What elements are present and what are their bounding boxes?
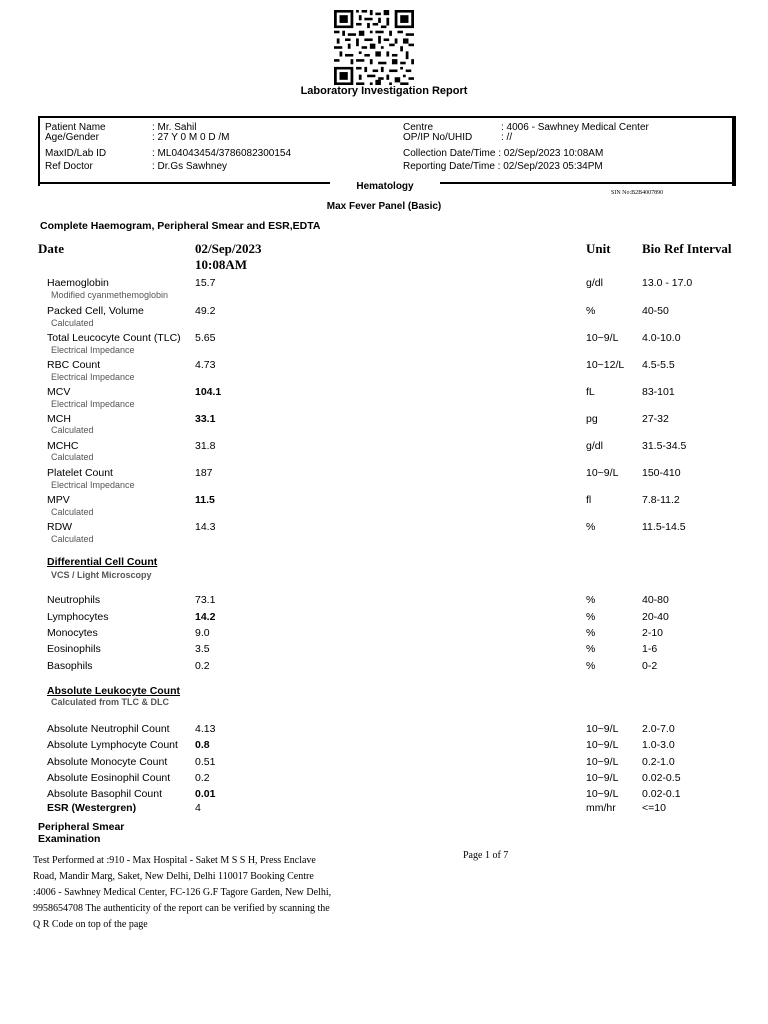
test-method: Calculated: [51, 452, 94, 462]
test-ref: 83-101: [642, 386, 675, 398]
opip-label: OP/IP No/UHID: [403, 132, 473, 143]
test-value: 31.8: [195, 440, 216, 452]
test-name: ESR (Westergren): [47, 802, 137, 814]
test-value: 4.73: [195, 359, 216, 371]
test-unit: 10~9/L: [586, 756, 619, 768]
test-name: Lymphocytes: [47, 611, 109, 623]
unit-column-header: Unit: [586, 241, 611, 256]
test-unit: fL: [586, 386, 595, 398]
test-ref: 20-40: [642, 611, 669, 623]
test-name: Absolute Eosinophil Count: [47, 772, 171, 784]
test-unit: 10~9/L: [586, 739, 619, 751]
test-method: Modified cyanmethemoglobin: [51, 290, 169, 300]
test-name: Platelet Count: [47, 467, 113, 479]
test-ref: 150-410: [642, 467, 681, 479]
ref-doctor-label: Ref Doctor: [45, 161, 93, 172]
age-gender-value: : 27 Y 0 M 0 D /M: [152, 132, 230, 143]
centre-value: : 4006 - Sawhney Medical Center: [501, 122, 649, 133]
test-unit: fl: [586, 494, 592, 506]
test-value: 33.1: [195, 413, 216, 425]
test-method: Calculated: [51, 318, 94, 328]
test-unit: %: [586, 660, 596, 672]
test-unit: 10~9/L: [586, 332, 619, 344]
test-name: Haemoglobin: [47, 277, 109, 289]
test-unit: %: [586, 627, 596, 639]
test-value: 49.2: [195, 305, 216, 317]
test-name: Absolute Monocyte Count: [47, 756, 168, 768]
test-group-title: Complete Haemogram, Peripheral Smear and ESR,EDTA: [40, 220, 321, 232]
test-value: 14.2: [195, 611, 216, 623]
collection-datetime: Collection Date/Time : 02/Sep/2023 10:08AM: [403, 148, 604, 159]
test-ref: 1-6: [642, 643, 658, 655]
test-ref: 1.0-3.0: [642, 739, 675, 751]
date-value-line1: 02/Sep/2023: [195, 241, 262, 256]
test-ref: <=10: [642, 802, 666, 814]
test-value: 9.0: [195, 627, 210, 639]
test-ref: 40-50: [642, 305, 669, 317]
test-unit: %: [586, 643, 596, 655]
test-unit: g/dl: [586, 277, 603, 289]
test-value: 187: [195, 467, 213, 479]
test-ref: 0-2: [642, 660, 658, 672]
test-value: 11.5: [195, 494, 215, 506]
test-unit: %: [586, 594, 596, 606]
peripheral-smear-heading-2: Examination: [38, 833, 101, 845]
test-name: Monocytes: [47, 627, 98, 639]
test-method: Electrical Impedance: [51, 399, 135, 409]
test-method: Calculated: [51, 507, 94, 517]
test-method: Electrical Impedance: [51, 480, 135, 490]
qr-code-icon: [334, 10, 414, 85]
page-number: Page 1 of 7: [463, 850, 509, 861]
department-heading: Hematology: [330, 181, 440, 192]
test-value: 73.1: [195, 594, 216, 606]
test-unit: 10~9/L: [586, 788, 619, 800]
test-unit: g/dl: [586, 440, 603, 452]
test-unit: 10~9/L: [586, 772, 619, 784]
test-unit: mm/hr: [586, 802, 616, 814]
test-value: 15.7: [195, 277, 216, 289]
test-unit: %: [586, 611, 596, 623]
opip-value: : //: [501, 132, 513, 143]
patient-name-label: Patient Name: [45, 122, 106, 133]
date-value-line2: 10:08AM: [195, 257, 247, 272]
test-name: Basophils: [47, 660, 93, 672]
age-gender-label: Age/Gender: [45, 132, 99, 143]
test-value: 0.2: [195, 772, 210, 784]
centre-label: Centre: [403, 122, 434, 133]
date-column-header: Date: [38, 241, 64, 256]
box-right-edge: [732, 116, 734, 186]
test-name: RBC Count: [47, 359, 101, 371]
peripheral-smear-heading: Peripheral Smear: [38, 821, 125, 833]
test-ref: 40-80: [642, 594, 669, 606]
test-ref: 11.5-14.5: [642, 521, 686, 533]
test-value: 14.3: [195, 521, 216, 533]
test-ref: 4.5-5.5: [642, 359, 675, 371]
test-unit: 10~12/L: [586, 359, 625, 371]
test-name: Packed Cell, Volume: [47, 305, 144, 317]
test-name: RDW: [47, 521, 73, 533]
sin-number: SIN No:B2B4007890: [611, 190, 664, 196]
report-title: Laboratory Investigation Report: [300, 85, 468, 97]
ref-doctor-value: : Dr.Gs Sawhney: [152, 161, 228, 172]
test-ref: 2-10: [642, 627, 664, 639]
reporting-datetime: Reporting Date/Time : 02/Sep/2023 05:34PM: [403, 161, 603, 172]
test-ref: 13.0 - 17.0: [642, 277, 693, 289]
test-name: Neutrophils: [47, 594, 101, 606]
test-unit: %: [586, 305, 596, 317]
test-name: Eosinophils: [47, 643, 101, 655]
test-name: MCV: [47, 386, 71, 398]
test-name: Absolute Neutrophil Count: [47, 723, 170, 735]
test-ref: 0.02-0.1: [642, 788, 681, 800]
test-name: Absolute Lymphocyte Count: [47, 739, 178, 751]
test-method: Electrical Impedance: [51, 345, 135, 355]
test-name: MCH: [47, 413, 71, 425]
test-unit: %: [586, 521, 596, 533]
absolute-method: Calculated from TLC & DLC: [51, 697, 170, 707]
test-unit: pg: [586, 413, 598, 425]
ref-column-header: Bio Ref Interval: [642, 241, 732, 256]
test-method: Calculated: [51, 425, 94, 435]
test-ref: 0.02-0.5: [642, 772, 681, 784]
test-method: Electrical Impedance: [51, 372, 135, 382]
maxid-value: : ML04043454/3786082300154: [152, 148, 292, 159]
patient-name-value: : Mr. Sahil: [152, 122, 197, 133]
test-ref: 7.8-11.2: [642, 494, 680, 506]
test-name: MCHC: [47, 440, 79, 452]
test-unit: 10~9/L: [586, 723, 619, 735]
test-value: 0.8: [195, 739, 210, 751]
test-name: Total Leucocyte Count (TLC): [47, 332, 181, 344]
test-value: 0.01: [195, 788, 216, 800]
test-ref: 31.5-34.5: [642, 440, 687, 452]
test-value: 5.65: [195, 332, 216, 344]
test-name: Absolute Basophil Count: [47, 788, 162, 800]
test-value: 3.5: [195, 643, 210, 655]
test-ref: 4.0-10.0: [642, 332, 681, 344]
maxid-label: MaxID/Lab ID: [45, 148, 107, 159]
test-method: Calculated: [51, 534, 94, 544]
test-name: MPV: [47, 494, 70, 506]
panel-title: Max Fever Panel (Basic): [326, 201, 442, 212]
differential-heading: Differential Cell Count: [47, 556, 158, 568]
test-value: 0.51: [195, 756, 216, 768]
test-ref: 27-32: [642, 413, 669, 425]
test-ref: 2.0-7.0: [642, 723, 675, 735]
test-unit: 10~9/L: [586, 467, 619, 479]
test-value: 4.13: [195, 723, 216, 735]
test-ref: 0.2-1.0: [642, 756, 675, 768]
test-value: 104.1: [195, 386, 222, 398]
differential-method: VCS / Light Microscopy: [51, 570, 152, 580]
test-value: 4: [195, 802, 201, 814]
footer-text: Test Performed at :910 - Max Hospital - Saket M S S H, Press Enclave Road, Mandir Marg, Saket, New Delhi, Delhi 110017 Booking Centre :4006 - Sawhney Medical Center, FC-126 G.F Tagore Garden, New Delhi, 9958654708 The authenticity of the report can be verified by scanning the Q R Code on top of the page: [33, 855, 332, 930]
absolute-heading: Absolute Leukocyte Count: [47, 685, 181, 697]
test-value: 0.2: [195, 660, 210, 672]
